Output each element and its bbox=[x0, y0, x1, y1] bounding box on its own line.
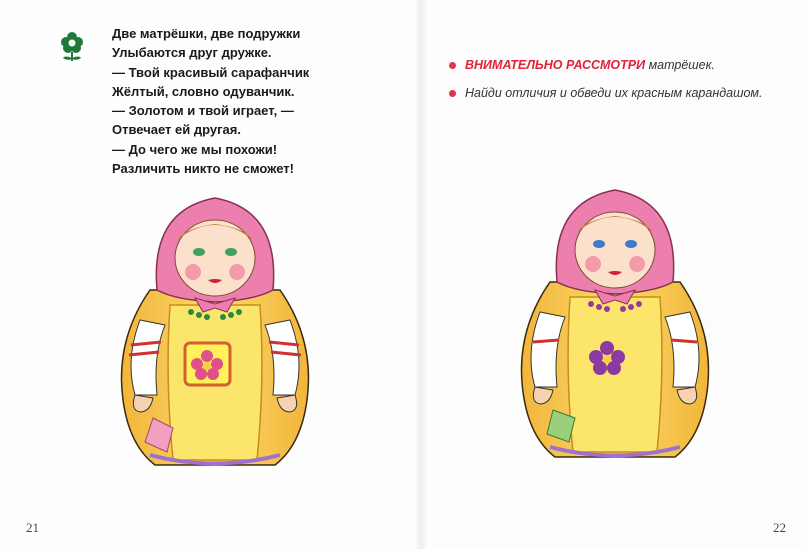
poem-line: — До чего же мы похожи! bbox=[112, 141, 278, 157]
bullet-icon bbox=[449, 90, 456, 97]
poem-line: Жёлтый, словно одуванчик. bbox=[112, 83, 295, 99]
matryoshka-left bbox=[95, 180, 335, 485]
poem-line: — Твой красивый сарафанчик bbox=[112, 64, 310, 80]
poem bbox=[112, 24, 309, 178]
poem-line: Отвечает ей другая. bbox=[112, 122, 241, 138]
page-number-right: 22 bbox=[773, 520, 786, 535]
poem-line: Две матрёшки, две подружки bbox=[112, 26, 301, 41]
instruction-2 bbox=[449, 86, 762, 100]
flower-icon bbox=[58, 30, 86, 62]
doll-face bbox=[175, 220, 255, 296]
poem-line: Различить никто не сможет! bbox=[112, 161, 294, 177]
bullet-icon bbox=[449, 62, 456, 69]
instructions bbox=[449, 58, 762, 100]
poem-line: Улыбаются друг дружке. bbox=[112, 45, 272, 61]
doll-face bbox=[575, 212, 655, 288]
matryoshka-right bbox=[495, 172, 735, 477]
instruction-accent: ВНИМАТЕЛЬНО РАССМОТРИ bbox=[465, 58, 646, 72]
instruction-rest: матрёшек. bbox=[645, 58, 715, 72]
instruction-text: Найди отличия и обведи их красным карандашом. bbox=[465, 86, 763, 100]
page-number-left: 21 bbox=[26, 520, 39, 535]
page-fold bbox=[414, 0, 428, 549]
instruction-1 bbox=[449, 58, 762, 72]
poem-line: — Золотом и твой играет, — bbox=[112, 103, 294, 119]
